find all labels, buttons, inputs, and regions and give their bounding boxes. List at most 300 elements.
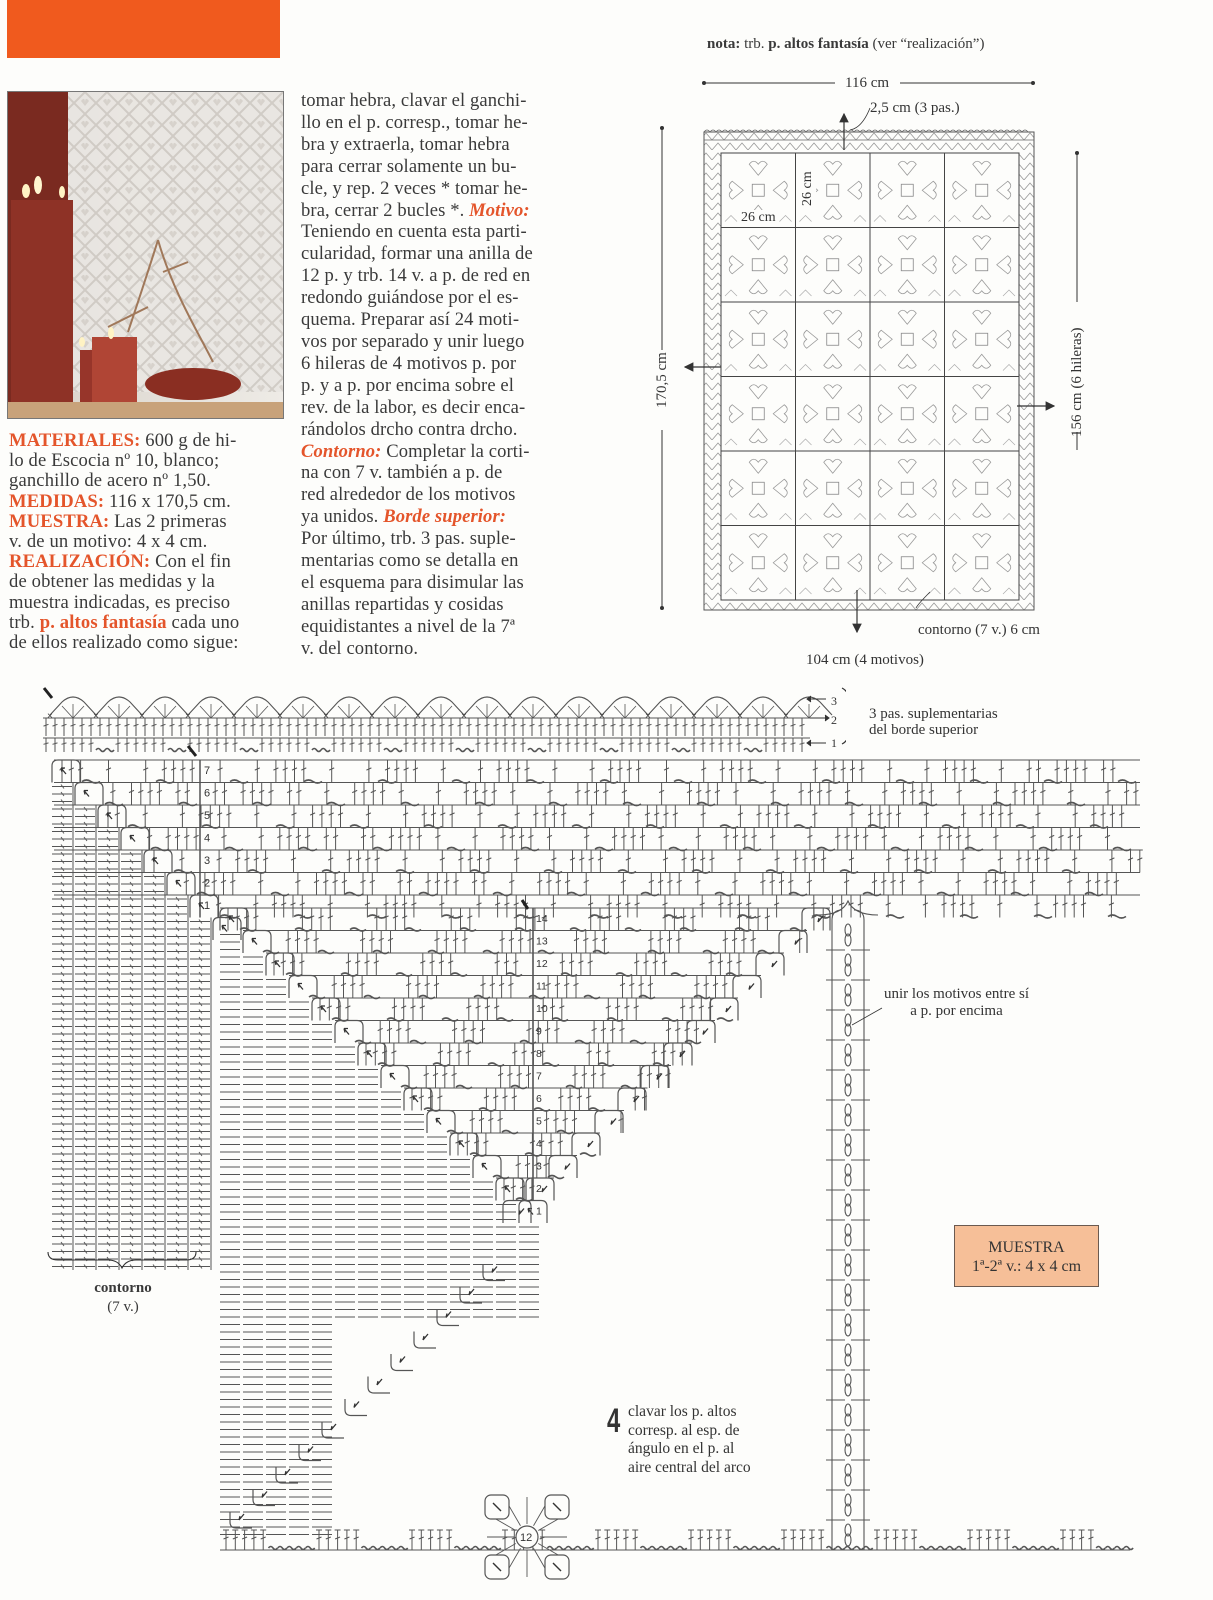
dc-slash <box>116 743 121 744</box>
schematic-note <box>707 36 984 53</box>
picot-fan <box>62 704 84 718</box>
dc-slash <box>584 743 589 744</box>
bottom-corner-arc <box>345 1399 367 1416</box>
picot-fan <box>660 704 682 718</box>
corner-stitch-icon <box>176 881 181 887</box>
bottom-chain <box>659 1547 668 1550</box>
start-marker-icon <box>188 746 196 756</box>
motif-corner-arc <box>779 931 807 954</box>
single-crochet-mark: × <box>783 711 789 722</box>
bottom-chain <box>668 1547 677 1550</box>
realizacion-label: REALIZACIÓN: <box>9 551 151 573</box>
contorno-row-number: 7 <box>204 765 211 777</box>
dc-slash <box>143 743 148 744</box>
motif-corner-arc <box>664 1043 692 1066</box>
dc-slash <box>692 743 697 744</box>
motif-row-number: 9 <box>536 1025 542 1038</box>
single-crochet-mark: × <box>737 711 743 722</box>
contorno-row-number: 2 <box>204 877 211 890</box>
bottom-chain <box>1022 1547 1031 1550</box>
single-crochet-mark: × <box>369 711 375 722</box>
motif-row-number: 12 <box>536 958 548 970</box>
dc-slash <box>413 743 418 744</box>
bottom-corner-icon <box>377 1379 382 1385</box>
motif-corner-arc <box>266 953 294 976</box>
motif-row-number: 1 <box>536 1205 542 1218</box>
dc-slash <box>350 743 355 744</box>
dc-slash <box>548 743 553 744</box>
top-rows-note-line: 3 pas. suplementarias <box>869 706 998 722</box>
dc-slash <box>125 743 130 744</box>
bottom-chain <box>473 1547 482 1550</box>
corner-arc <box>121 828 149 851</box>
bottom-corner-arc <box>391 1354 413 1371</box>
corner-arc <box>167 873 195 896</box>
instruction-line: rev. de la labor, es decir enca- <box>301 396 526 418</box>
dc-slash <box>224 743 229 744</box>
bottom-chain <box>938 1547 947 1550</box>
bottom-chain <box>287 1547 296 1550</box>
dc-slash <box>278 743 283 744</box>
join-note <box>884 986 1029 1020</box>
altos-fantasia-keyword: p. altos fantasía <box>39 611 167 633</box>
instruction-line: red alrededor de los motivos <box>301 484 516 506</box>
step-note-line: corresp. al esp. de <box>628 1421 740 1439</box>
muestra-label: MUESTRA: <box>9 510 110 532</box>
motif-corner-arc <box>473 1156 501 1179</box>
bottom-chain <box>1115 1547 1124 1550</box>
motif-corner-arc <box>756 953 784 976</box>
instruction-line: equidistantes a nivel de la 7ª <box>301 615 516 637</box>
border-chain <box>456 749 465 752</box>
motif-corner-arc <box>549 1156 577 1179</box>
bottom-corner-arc <box>368 1377 390 1394</box>
step-number: 4 <box>607 1402 621 1440</box>
instruction-text: ya unidos. <box>301 506 384 528</box>
border-chain <box>312 749 321 752</box>
dc-slash <box>197 743 202 744</box>
motif-corner-icon <box>413 1096 418 1102</box>
bottom-chain <box>957 1547 966 1550</box>
step-note <box>628 1403 751 1477</box>
top-rows-note <box>869 706 998 738</box>
dc-slash <box>449 743 454 744</box>
motif-corner-icon <box>519 1209 524 1215</box>
dc-slash <box>620 743 625 744</box>
instruction-line: Teniendo en cuenta esta parti- <box>301 221 527 243</box>
motif-corner-icon <box>542 1186 547 1192</box>
instruction-line: 12 p. y trb. 14 v. a p. de red en <box>301 265 531 287</box>
single-crochet-mark: × <box>415 711 421 722</box>
dc-slash <box>737 743 742 744</box>
bottom-chain <box>566 1547 575 1550</box>
motif-corner-icon <box>703 1029 708 1035</box>
single-crochet-mark: × <box>691 711 697 722</box>
sample-title: MUESTRA <box>988 1239 1065 1256</box>
corner-stitch-icon <box>222 926 227 932</box>
motif-corner-icon <box>321 1006 326 1012</box>
instruction-line: bra y extraerla, tomar hebra <box>301 133 510 155</box>
bottom-chain <box>827 1547 836 1550</box>
bottom-chain <box>947 1547 956 1550</box>
bottom-chain <box>929 1547 938 1550</box>
dc-slash <box>215 743 220 744</box>
dc-slash <box>287 743 292 744</box>
dc-slash <box>44 743 49 744</box>
dc-slash <box>89 743 94 744</box>
contorno-row-number: 6 <box>204 787 211 800</box>
instruction-line: na con 7 v. también a p. de <box>301 462 503 484</box>
picot-fan <box>292 704 314 718</box>
single-crochet-mark: × <box>47 711 53 722</box>
motif-corner-icon <box>588 1141 593 1147</box>
dc-slash <box>269 743 274 744</box>
curtain-photo <box>7 91 284 419</box>
bottom-chain <box>482 1547 491 1550</box>
border-chain <box>600 749 609 752</box>
bottom-chain <box>389 1547 398 1550</box>
border-chain <box>744 749 753 752</box>
border-chain <box>177 749 186 752</box>
bottom-chain <box>380 1547 389 1550</box>
bottom-chain <box>734 1547 743 1550</box>
instruction-line: p. y a p. por encima sobre el <box>301 374 515 396</box>
top-rows-brace <box>806 686 846 756</box>
top-rows-note-line: del borde superior <box>869 722 979 738</box>
instruction-line: quema. Preparar así 24 moti- <box>301 309 520 331</box>
dc-slash <box>494 743 499 744</box>
single-crochet-mark: × <box>553 711 559 722</box>
dc-slash <box>188 743 193 744</box>
nota-label: nota: <box>707 36 741 52</box>
muestra-text-line: v. de un motivo: 4 x 4 cm. <box>9 531 208 553</box>
border-top-label: 2,5 cm (3 pas.) <box>870 100 960 116</box>
dc-slash <box>134 743 139 744</box>
bottom-chain <box>296 1547 305 1550</box>
picot-fan <box>384 704 406 718</box>
border-chain <box>249 749 258 752</box>
picot-fan <box>338 704 360 718</box>
dc-slash <box>629 743 634 744</box>
border-chain <box>528 749 537 752</box>
motif-corner-arc <box>450 1133 478 1156</box>
instruction-line: rándolos drcho contra drcho. <box>301 418 518 440</box>
motif-corner-icon <box>344 1029 349 1035</box>
dc-slash <box>485 743 490 744</box>
border-chain <box>240 749 249 752</box>
medidas-label: MEDIDAS: <box>9 490 105 512</box>
dc-slash <box>656 743 661 744</box>
motif-corner-arc <box>572 1133 600 1156</box>
height-rows-label: 156 cm (6 hileras) <box>1069 327 1085 437</box>
instruction-line: vos por separado y unir luego <box>301 330 525 352</box>
dc-slash <box>305 743 310 744</box>
picot-fan <box>430 704 452 718</box>
corner-arc <box>98 805 126 828</box>
contorno-label-text: contorno <box>94 1280 152 1296</box>
photo-illustration <box>8 92 283 418</box>
motif-corner-arc <box>519 1201 547 1224</box>
bottom-chain <box>743 1547 752 1550</box>
bottom-corner-icon <box>331 1424 336 1430</box>
bottom-chain <box>371 1547 380 1550</box>
corner-arc <box>144 850 172 873</box>
motif-row-number: 5 <box>536 1115 542 1128</box>
motif-corner-icon <box>459 1141 464 1147</box>
dc-slash <box>521 743 526 744</box>
join-note-leader <box>852 1008 882 1025</box>
bottom-chain <box>761 1547 770 1550</box>
nota-text: trb. <box>740 36 769 52</box>
motif-row-number: 8 <box>536 1048 542 1060</box>
nota-keyword: p. altos fantasía <box>768 36 869 52</box>
motif-corner-arc <box>802 908 830 931</box>
bottom-chain <box>678 1547 687 1550</box>
border-chain <box>609 749 618 752</box>
step-note-line: aire central del arco <box>628 1458 751 1476</box>
picot-fan <box>614 704 636 718</box>
motif-corner-icon <box>298 984 303 990</box>
dc-slash <box>161 743 166 744</box>
single-crochet-mark: × <box>323 711 329 722</box>
dc-slash <box>440 743 445 744</box>
instructions-section <box>301 90 583 660</box>
crochet-chart <box>30 680 1190 1580</box>
motif-corner-arc <box>381 1066 409 1089</box>
dc-slash <box>638 743 643 744</box>
motif-row-number: 14 <box>536 913 548 925</box>
instruction-text: Completar la corti- <box>381 440 530 462</box>
bottom-chain <box>920 1547 929 1550</box>
dc-slash <box>701 743 706 744</box>
motivo-heading: Motivo: <box>469 199 530 221</box>
dc-slash <box>368 743 373 744</box>
border-chain <box>681 749 690 752</box>
realizacion-text: cada uno <box>166 611 240 633</box>
motif-corner-arc <box>312 998 340 1021</box>
picot-fan <box>246 704 268 718</box>
single-crochet-mark: × <box>231 711 237 722</box>
realizacion-text: Con el fin <box>150 551 231 573</box>
bottom-chain <box>1096 1547 1105 1550</box>
step-note-line: clavar los p. altos <box>628 1403 737 1420</box>
borde-superior-heading: Borde superior: <box>383 506 507 528</box>
top-row-3: 3 <box>831 694 837 708</box>
motif-corner-icon <box>749 984 754 990</box>
bottom-chain <box>650 1547 659 1550</box>
dc-slash <box>71 743 76 744</box>
instruction-line: Por último, trb. 3 pas. suple- <box>301 528 516 550</box>
dc-slash <box>422 743 427 744</box>
single-crochet-mark: × <box>185 711 191 722</box>
realizacion-text-line: de obtener las medidas y la <box>9 571 215 593</box>
dc-slash <box>359 743 364 744</box>
step-note-line: ángulo en el p. al <box>628 1440 735 1457</box>
border-chain <box>321 749 330 752</box>
contorno-chart-label <box>88 1279 158 1317</box>
bottom-chain <box>362 1547 371 1550</box>
border-chain <box>393 749 402 752</box>
border-chain <box>753 749 762 752</box>
contorno-row-number: 4 <box>204 832 211 845</box>
contorno-heading: Contorno: <box>301 440 382 462</box>
dc-slash <box>800 743 805 744</box>
instruction-line: v. del contorno. <box>301 637 419 659</box>
border-chain <box>672 749 681 752</box>
motif-corner-icon <box>436 1119 441 1125</box>
muestra-text: Las 2 primeras <box>109 510 227 532</box>
dc-slash <box>332 743 337 744</box>
single-crochet-mark: × <box>139 711 145 722</box>
bottom-chain <box>1031 1547 1040 1550</box>
dc-slash <box>557 743 562 744</box>
realizacion-text-line: de ellos realizado como sigue: <box>9 632 239 654</box>
motif-corner-arc <box>358 1043 386 1066</box>
bottom-chain <box>1013 1547 1022 1550</box>
dc-slash <box>728 743 733 744</box>
motif-corner-icon <box>390 1074 395 1080</box>
dc-slash <box>53 743 58 744</box>
dc-slash <box>773 743 778 744</box>
bottom-chain <box>548 1547 557 1550</box>
dc-slash <box>377 743 382 744</box>
bottom-corner-icon <box>400 1357 405 1363</box>
border-chain <box>384 749 393 752</box>
motif-width-label: 26 cm <box>741 210 776 225</box>
bottom-chain <box>1124 1547 1133 1550</box>
picot-fan <box>752 704 774 718</box>
instruction-line: para cerrar solamente un bu- <box>301 155 517 177</box>
single-crochet-mark: × <box>599 711 605 722</box>
motif-height-label: 26 cm <box>800 171 815 206</box>
join-note-line: unir los motivos entre sí <box>884 986 1029 1002</box>
materiales-text-line: lo de Escocia nº 10, blanco; <box>9 450 220 472</box>
height-total-label: 170,5 cm <box>654 352 670 408</box>
motif-chain <box>580 1153 596 1156</box>
picot-fan <box>568 704 590 718</box>
bottom-chain <box>306 1547 315 1550</box>
border-chain <box>105 749 114 752</box>
instruction-line: mentarias como se detalla en <box>301 550 519 572</box>
bottom-corner-arc <box>414 1332 436 1349</box>
picot-fan <box>154 704 176 718</box>
bottom-chain <box>864 1547 873 1550</box>
picot-fan <box>200 704 222 718</box>
border-chain <box>168 749 177 752</box>
single-crochet-mark: × <box>93 711 99 722</box>
bottom-chain <box>492 1547 501 1550</box>
dc-slash <box>152 743 157 744</box>
dc-slash <box>341 743 346 744</box>
bottom-chain <box>1040 1547 1049 1550</box>
corner-stitch-icon <box>130 836 135 842</box>
bottom-chain <box>585 1547 594 1550</box>
bottom-chain <box>1106 1547 1115 1550</box>
bottom-chain <box>836 1547 845 1550</box>
bottom-chain <box>557 1547 566 1550</box>
sample-box <box>954 1225 1099 1287</box>
motif-chain <box>717 1018 733 1021</box>
motif-corner-arc <box>733 976 761 999</box>
motif-row-number: 13 <box>536 935 548 948</box>
header-color-bar <box>7 0 280 58</box>
top-row-2: 2 <box>831 713 837 727</box>
picot-fan <box>108 704 130 718</box>
picot-fan <box>522 704 544 718</box>
bottom-chain <box>641 1547 650 1550</box>
bottom-chain <box>575 1547 584 1550</box>
dc-slash <box>665 743 670 744</box>
medidas-text: 116 x 170,5 cm. <box>104 490 231 512</box>
motif-corner-arc <box>404 1088 432 1111</box>
top-row-1: 1 <box>831 736 837 750</box>
start-marker-icon <box>44 688 52 698</box>
contorno-row-number: 1 <box>204 900 211 912</box>
motif-corner-arc <box>710 998 738 1021</box>
ring-label: 12 <box>520 1532 533 1544</box>
nota-text: (ver “realización”) <box>868 36 985 52</box>
single-crochet-mark: × <box>277 711 283 722</box>
contorno-brace <box>48 1252 196 1268</box>
dc-slash <box>647 743 652 744</box>
dc-slash <box>206 743 211 744</box>
motif-corner-icon <box>726 1006 731 1012</box>
contorno-label-sub: (7 v.) <box>107 1299 139 1315</box>
motif-row-number: 3 <box>536 1160 542 1173</box>
motif-corner-icon <box>611 1119 616 1125</box>
picot-fan <box>706 704 728 718</box>
join-note-line: a p. por encima <box>910 1003 1003 1019</box>
motif-corner-icon <box>367 1051 372 1057</box>
instruction-line: 6 hileras de 4 motivos p. por <box>301 352 517 374</box>
dc-slash <box>575 743 580 744</box>
instruction-line: cle, y rep. 2 veces * tomar he- <box>301 177 528 199</box>
motif-corner-icon <box>482 1164 487 1170</box>
motif-corner-arc <box>496 1178 524 1201</box>
bottom-corner-icon <box>423 1334 428 1340</box>
motif-corner-arc <box>687 1021 715 1044</box>
bottom-corner-icon <box>354 1402 359 1408</box>
materiales-text-line: ganchillo de acero nº 1,50. <box>9 470 211 492</box>
motif-corner-arc <box>289 976 317 999</box>
instruction-text: bra, cerrar 2 bucles *. <box>301 199 470 221</box>
motif-row-number: 6 <box>536 1093 542 1105</box>
bottom-chain <box>752 1547 761 1550</box>
contorno-row-number: 5 <box>204 810 211 822</box>
motif-corner-icon <box>772 961 777 967</box>
dc-slash <box>503 743 508 744</box>
motif-corner-icon <box>252 939 257 945</box>
realizacion-text: trb. <box>9 611 40 633</box>
motif-corner-arc <box>427 1111 455 1134</box>
width-total-label: 116 cm <box>845 75 890 91</box>
dc-slash <box>512 743 517 744</box>
motif-corner-arc <box>641 1066 669 1089</box>
bottom-chain <box>278 1547 287 1550</box>
realizacion-text-line: muestra indicadas, es preciso <box>9 591 231 613</box>
filet-chain <box>1108 915 1126 918</box>
dc-slash <box>791 743 796 744</box>
bottom-chain <box>854 1547 863 1550</box>
corner-stitch-icon <box>84 791 89 797</box>
dc-slash <box>764 743 769 744</box>
contorno-row-number: 3 <box>204 855 211 867</box>
motif-corner-arc <box>335 1021 363 1044</box>
corner-arc <box>75 783 103 806</box>
materiales-label: MATERIALES: <box>9 430 141 451</box>
single-crochet-mark: × <box>461 711 467 722</box>
instruction-line: llo en el p. corresp., tomar he- <box>301 111 528 133</box>
